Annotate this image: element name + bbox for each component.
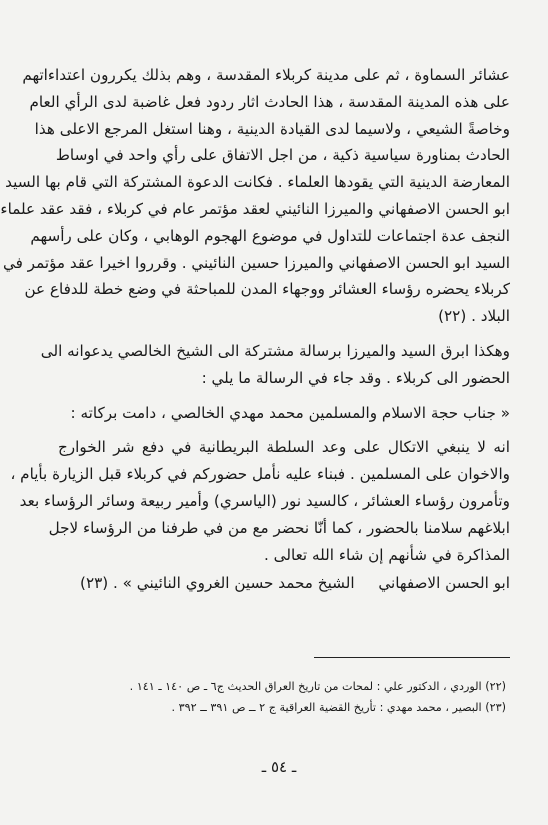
text-line: الحضور الى كربلاء . وقد جاء في الرسالة ما يلي :	[201, 368, 510, 387]
text-line: وتأمرون رؤساء العشائر ، كالسيد نور (الياسري) وأمير ربيعة وسائر الرؤساء بعد	[19, 491, 510, 510]
text-line: المذاكرة في شأنهم إن شاء الله تعالى .	[264, 545, 510, 564]
paragraph-1	[0, 62, 510, 330]
signature-naini: الشيخ محمد حسين الغروي النائيني » . (٢٣)	[80, 574, 355, 593]
letter-address: « جناب حجة الاسلام والمسلمين محمد مهدي الخالصي ، دامت بركاته :	[70, 403, 510, 422]
text-line: البلاد . (٢٢)	[438, 307, 510, 326]
text-line: النجف عدة اجتماعات للتداول في موضوع الهجوم الوهابي ، وكان على رأسهم	[30, 226, 510, 245]
signature-isfahani: ابو الحسن الاصفهاني	[378, 574, 510, 593]
text-line: ابو الحسن الاصفهاني والميرزا النائيني لعقد مؤتمر عام في كربلاء ، فقد عقد علماء	[0, 199, 510, 218]
text-line: انه لا ينبغي الاتكال على وعد السلطة البريطانية في دفع شر الخوارج	[58, 438, 510, 457]
main-text	[0, 62, 510, 598]
text-line: على هذه المدينة المقدسة ، هذا الحادث اثار ردود فعل غاضبة لدى الرأي العام	[29, 92, 510, 111]
text-line: السيد ابو الحسن الاصفهاني والميرزا حسين النائيني . وقرروا اخيرا عقد مؤتمر في	[2, 253, 510, 272]
text-line: ابلاغهم سلامنا بالحضور ، كما أنّا نحضر مع من في طرفنا من الرؤساء لاجل	[48, 518, 510, 537]
text-line: كربلاء يحضره رؤساء العشائر ووجهاء المدن للمباحثة في وضع خطة للدفاع عن	[24, 280, 510, 299]
text-line: وخاصةً الشيعي ، ولاسيما لدى القيادة الدينية ، وهنا استغل المرجع الاعلى هذا	[34, 119, 510, 138]
footnote-23: (٢٣) البصير ، محمد مهدي : تأريخ القضية العراقية ج ٢ ــ ص ٣٩١ ــ ٣٩٢ .	[171, 700, 506, 714]
page-number: ـ ٥٤ ـ	[261, 758, 297, 776]
footnote-divider	[314, 657, 510, 658]
letter-body	[10, 434, 510, 568]
footnote-22: (٢٢) الوردي ، الدكتور علي : لمحات من تاريخ العراق الحديث ج٦ ـ ص ١٤٠ ـ ١٤١ .	[129, 680, 506, 693]
text-line: عشائر السماوة ، ثم على مدينة كربلاء المقدسة ، وهم بذلك يكررون اعتداءاتهم	[22, 66, 510, 84]
paragraph-2	[40, 338, 510, 392]
text-line: وهكذا ابرق السيد والميرزا برسالة مشتركة الى الشيخ الخالصي يدعوانه الى	[40, 341, 510, 360]
footnotes	[58, 677, 506, 718]
text-line: الحادث بمناورة سياسية ذكية ، من اجل الاتفاق على رأي واحد في اوساط	[55, 146, 510, 165]
text-line: والاخوان على المسلمين . فبناء عليه نأمل حضوركم في كربلاء قبل الزيارة بأيام ،	[10, 465, 510, 484]
signatures	[58, 568, 510, 598]
text-line: المعارضة الدينية التي يقودها العلماء . فكانت الدعوة المشتركة التي قام بها السيد	[5, 173, 510, 192]
